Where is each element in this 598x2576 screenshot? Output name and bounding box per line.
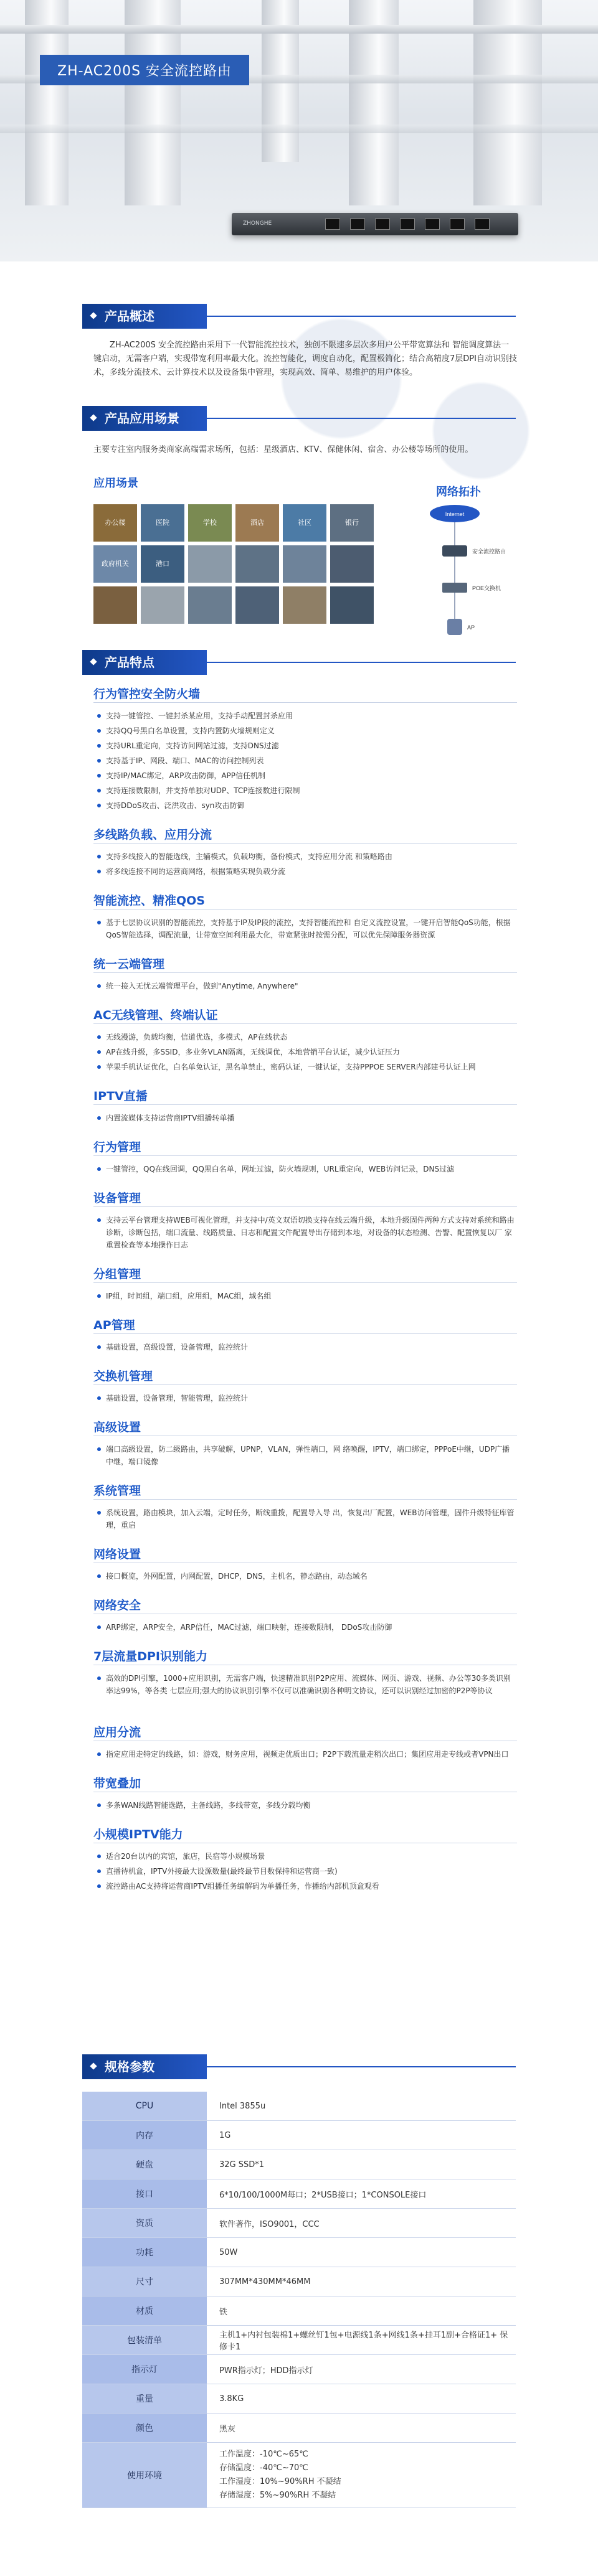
- feature-item: 支持IP/MAC绑定，ARP攻击防御，APP信任机制: [93, 769, 517, 782]
- scene-tile: 社区: [283, 504, 326, 542]
- feature-item: 基于七层协议识别的智能流控，支持基于IP及IP段的流控，支持智能流控和 自定义流控设置，一键开启智能QoS功能，根据QoS智能选择，调配流量，让带宽空间利用最大化，带宽紧张时按需分配，可以优先保障服务器资源: [93, 916, 517, 941]
- feature-group-divider: [93, 1104, 517, 1105]
- hero-banner: [0, 0, 598, 261]
- feature-item: 苹果手机认证优化，白名单免认证，黑名单禁止，密码认证，一键认证，支持PPPOE SERVER内部建号认证上网: [93, 1061, 517, 1073]
- scene-tile: [235, 586, 279, 624]
- feature-item: 指定应用走特定的线路，如：游戏，财务应用，视频走优质出口；P2P下载流量走稍次出口；集团应用走专线或者VPN出口: [93, 1748, 517, 1760]
- spec-key: 颜色: [82, 2414, 207, 2443]
- device-port: [375, 219, 390, 230]
- switch-icon: [442, 583, 467, 593]
- feature-item: 适合20台以内的宾馆，旅店，民宿等小规模场景: [93, 1850, 517, 1863]
- feature-group-title: 交换机管理: [93, 1370, 153, 1383]
- hero-beam: [0, 125, 598, 133]
- scene-tile: [283, 545, 326, 583]
- topo-node-switch: POE交换机: [472, 585, 501, 591]
- product-title: ZH-AC200S 安全流控路由: [40, 55, 249, 85]
- feature-group-title: 行为管理: [93, 1140, 141, 1154]
- ap-icon: [447, 619, 462, 635]
- spec-value: 32G SSD*1: [207, 2150, 516, 2179]
- spec-row: [82, 2121, 516, 2150]
- spec-value: 1G: [207, 2121, 516, 2150]
- feature-group-divider: [93, 1333, 517, 1334]
- spec-key: 使用环境: [82, 2443, 207, 2508]
- feature-group-title: 统一云端管理: [93, 957, 165, 971]
- section-title-features: 产品特点: [82, 650, 207, 675]
- feature-item: 支持基于IP、网段、端口、MAC的访问控制列表: [93, 754, 517, 767]
- spec-value: 软件著作，ISO9001，CCC: [207, 2209, 516, 2238]
- scene-text: 主要专注室内服务类商家高端需求场所，包括：星级酒店、KTV、保健休闲、宿舍、办公楼等场所的使用。: [93, 445, 473, 454]
- spec-row: [82, 2179, 516, 2209]
- world-map-watermark: [237, 274, 586, 535]
- device-port: [350, 219, 365, 230]
- feature-item: 无线漫游，负载均衡，信道优选，多模式，AP在线状态: [93, 1031, 517, 1043]
- feature-item: 统一接入无忧云端管理平台，做到"Anytime, Anywhere": [93, 980, 517, 992]
- feature-group-title: 网络设置: [93, 1548, 141, 1561]
- spec-value-line: 工作湿度：10%~90%RH 不凝结: [219, 2477, 341, 2486]
- feature-group-title: 行为管控安全防火墙: [93, 687, 201, 701]
- feature-item: 基础设置，设备管理，智能管理，监控统计: [93, 1392, 517, 1404]
- feature-group-divider: [93, 909, 517, 910]
- feature-item: 直播待机盒，IPTV外接最大设源数量(最终最节目数保持和运营商一致): [93, 1865, 517, 1878]
- scene-tile: [235, 545, 279, 583]
- feature-item: AP在线升级，多SSID，多业务VLAN隔离，无线调优，本地营销平台认证，减少认证压力: [93, 1046, 517, 1058]
- scene-tile: [283, 586, 326, 624]
- feature-group-title: 应用分流: [93, 1726, 141, 1739]
- scene-tile: 港口: [141, 545, 184, 583]
- spec-row: [82, 2209, 516, 2238]
- section-title-specs: 规格参数: [82, 2054, 207, 2079]
- feature-group-divider: [93, 1023, 517, 1024]
- scene-tile: 酒店: [235, 504, 279, 542]
- feature-group-title: 小规模IPTV能力: [93, 1828, 183, 1841]
- scene-tile: [141, 586, 184, 624]
- spec-value: 黑灰: [207, 2414, 516, 2443]
- feature-item: 支持云平台管理支持WEB可视化管理，并支持中/英文双语切换支持在线云端升级，本地升级固件两种方式支持对系统和路由诊断，诊断包括，端口流量、线路质量、日志和配置文件配置导出存储到本地，对设备的状态检测、告警、配置恢复以厂 家重置检查等本地操作日志: [93, 1214, 517, 1251]
- app-scene-label: 应用场景: [93, 477, 138, 490]
- scene-tile: 政府机关: [93, 545, 137, 583]
- topology-label: 网络拓扑: [436, 486, 481, 499]
- spec-row: [82, 2443, 516, 2508]
- hero-beam: [0, 25, 598, 34]
- device-port: [475, 219, 490, 230]
- feature-item: ARP绑定，ARP安全，ARP信任，MAC过滤，端口映射，连接数限制， DDoS攻击防御: [93, 1621, 517, 1634]
- spec-row: [82, 2384, 516, 2414]
- spec-key: 接口: [82, 2179, 207, 2209]
- feature-group-title: 高级设置: [93, 1421, 141, 1434]
- feature-item: 系统设置，路由模块，加入云端，定时任务，断线重拨，配置导入导 出，恢复出厂配置，WEB访问管理，固件升级特征库管理，重启: [93, 1507, 517, 1531]
- feature-group-title: 分组管理: [93, 1267, 141, 1281]
- feature-item: 多条WAN线路智能选路，主备线路，多线带宽，多线分载均衡: [93, 1799, 517, 1812]
- section-divider: [207, 662, 516, 663]
- feature-group-title: IPTV直播: [93, 1089, 148, 1103]
- feature-group-title: 带宽叠加: [93, 1777, 141, 1790]
- feature-group-divider: [93, 843, 517, 844]
- device-port: [425, 219, 440, 230]
- feature-group-divider: [93, 1155, 517, 1156]
- feature-item: 支持URL重定向，支持访问网站过滤，支持DNS过滤: [93, 740, 517, 752]
- feature-item: 支持多线接入的智能选线，主辅模式，负载均衡，备份模式，支持应用分流 和策略路由: [93, 850, 517, 863]
- spec-table: [82, 2092, 516, 2508]
- feature-item: 基础设置，高级设置，设备管理，监控统计: [93, 1341, 517, 1353]
- spec-value: 6*10/100/1000M每口；2*USB接口；1*CONSOLE接口: [207, 2179, 516, 2209]
- feature-group-title: 多线路负载、应用分流: [93, 828, 212, 842]
- spec-key: 尺寸: [82, 2267, 207, 2296]
- feature-item: 端口高级设置，防二级路由，共享破解，UPNP，VLAN，弹性端口，网 络唤醒，IPTV，端口绑定，PPPoE中继，UDP广播中继，端口镜像: [93, 1443, 517, 1468]
- feature-group-divider: [93, 1206, 517, 1207]
- scene-tile: 银行: [330, 504, 374, 542]
- feature-group-title: 网络安全: [93, 1599, 141, 1612]
- feature-item: IP组，时间组，端口组，应用组，MAC组，域名组: [93, 1290, 517, 1302]
- spec-value: 3.8KG: [207, 2384, 516, 2414]
- scene-tile: [188, 545, 232, 583]
- feature-item: 将多线连接不同的运营商网络，根据策略实现负载分流: [93, 865, 517, 878]
- spec-value: PWR指示灯；HDD指示灯: [207, 2355, 516, 2384]
- feature-item: 内置流媒体支持运营商IPTV组播转单播: [93, 1112, 517, 1124]
- spec-value: 铁: [207, 2296, 516, 2326]
- scene-tile: [330, 586, 374, 624]
- feature-item: 支持DDoS攻击、泛洪攻击、syn攻击防御: [93, 799, 517, 812]
- scene-tile: [330, 545, 374, 583]
- feature-item: 支持QQ号黑白名单设置，支持内置防火墙规则定义: [93, 725, 517, 737]
- spec-value-line: 存储湿度：5%~90%RH 不凝结: [219, 2491, 336, 2500]
- feature-item: 接口概览，外网配置，内网配置，DHCP，DNS，主机名，静态路由，动态域名: [93, 1570, 517, 1582]
- device-port: [325, 219, 340, 230]
- scene-tile: [93, 586, 137, 624]
- spec-value: Intel 3855u: [207, 2092, 516, 2121]
- spec-value-line: 存储温度：-40℃~70℃: [219, 2463, 308, 2473]
- spec-row: [82, 2296, 516, 2326]
- feature-item: 支持一键管控、一键封杀某应用，支持手动配置封杀应用: [93, 710, 517, 722]
- section-title-overview: 产品概述: [82, 304, 207, 329]
- scene-tile: 医院: [141, 504, 184, 542]
- feature-item: 一键管控，QQ在线回调，QQ黑白名单，网址过滤，防火墙规则，URL重定向，WEB访问记录，DNS过滤: [93, 1163, 517, 1175]
- section-divider: [207, 2066, 516, 2067]
- spec-row: [82, 2326, 516, 2355]
- feature-group-title: AC无线管理、终端认证: [93, 1008, 218, 1022]
- section-title-scene: 产品应用场景: [82, 406, 207, 431]
- feature-item: 流控路由AC支持将运营商IPTV组播任务编解码为单播任务，作播给内部机顶盒观看: [93, 1880, 517, 1892]
- scene-tile: [188, 586, 232, 624]
- spec-key: 材质: [82, 2296, 207, 2326]
- router-icon: [442, 545, 467, 557]
- topo-node-router: 安全流控路由: [472, 548, 506, 555]
- spec-row: [82, 2355, 516, 2384]
- spec-value: 主机1+内衬包装棉1+螺丝钉1包+电源线1条+网线1条+挂耳1副+合格证1+ 保修卡1: [207, 2326, 516, 2355]
- router-device-image: [232, 213, 518, 235]
- topo-node-ap: AP: [467, 624, 475, 631]
- section-divider: [207, 418, 516, 419]
- feature-group-divider: [93, 1499, 517, 1500]
- spec-key: 内存: [82, 2121, 207, 2150]
- feature-group-divider: [93, 1384, 517, 1385]
- spec-value: 50W: [207, 2238, 516, 2267]
- spec-key: 指示灯: [82, 2355, 207, 2384]
- spec-value: [207, 2443, 516, 2508]
- spec-row: [82, 2414, 516, 2443]
- feature-item: 高效的DPI引擎，1000+应用识别，无需客户端，快速精准识别P2P应用、流媒体、网页、游戏、视频、办公等30多类识别率达99%，等各类 七层应用;强大的协议识别引擎不仅可以准确识别各种明文协议，还可以识别经过加密的P2P等协议: [93, 1672, 517, 1697]
- feature-group-title: 智能流控、精准QOS: [93, 894, 205, 908]
- feature-group-title: 设备管理: [93, 1192, 141, 1205]
- feature-group-title: 系统管理: [93, 1484, 141, 1498]
- spec-key: CPU: [82, 2092, 207, 2121]
- feature-group-divider: [93, 702, 517, 703]
- spec-key: 资质: [82, 2209, 207, 2238]
- device-port: [400, 219, 415, 230]
- scene-tile: 办公楼: [93, 504, 137, 542]
- spec-value-line: 工作温度：-10℃~65℃: [219, 2450, 308, 2459]
- topology-diagram: [424, 498, 523, 654]
- feature-group-divider: [93, 972, 517, 973]
- spec-value: 307MM*430MM*46MM: [207, 2267, 516, 2296]
- overview-text: ZH-AC200S 安全流控路由采用下一代智能流控技术，独创不限速多层次多用户公平带宽算法和 智能调度算法一键启动，无需客户端，实现带宽利用率最大化。流控智能化，调度自动化，配置极简化；结合高精度7层DPI自动识别技术，多线分流技术、云计算技术以及设备集中管理，实现高效、简单、易维护的用户体验。: [93, 341, 517, 377]
- feature-group-divider: [93, 1282, 517, 1283]
- topo-node-internet: Internet: [445, 511, 465, 517]
- feature-group-title: 7层流量DPI识别能力: [93, 1650, 207, 1663]
- spec-key: 包装清单: [82, 2326, 207, 2355]
- spec-key: 功耗: [82, 2238, 207, 2267]
- spec-row: [82, 2150, 516, 2179]
- scene-tile: 学校: [188, 504, 232, 542]
- device-port: [450, 219, 465, 230]
- spec-key: 重量: [82, 2384, 207, 2414]
- section-divider: [207, 316, 516, 317]
- spec-row: [82, 2092, 516, 2121]
- spec-row: [82, 2238, 516, 2267]
- spec-key: 硬盘: [82, 2150, 207, 2179]
- spec-row: [82, 2267, 516, 2296]
- device-brand: ZHONGHE: [243, 220, 272, 227]
- feature-group-title: AP管理: [93, 1319, 135, 1332]
- feature-item: 支持连接数限制，并支持单独对UDP、TCP连接数进行限制: [93, 784, 517, 797]
